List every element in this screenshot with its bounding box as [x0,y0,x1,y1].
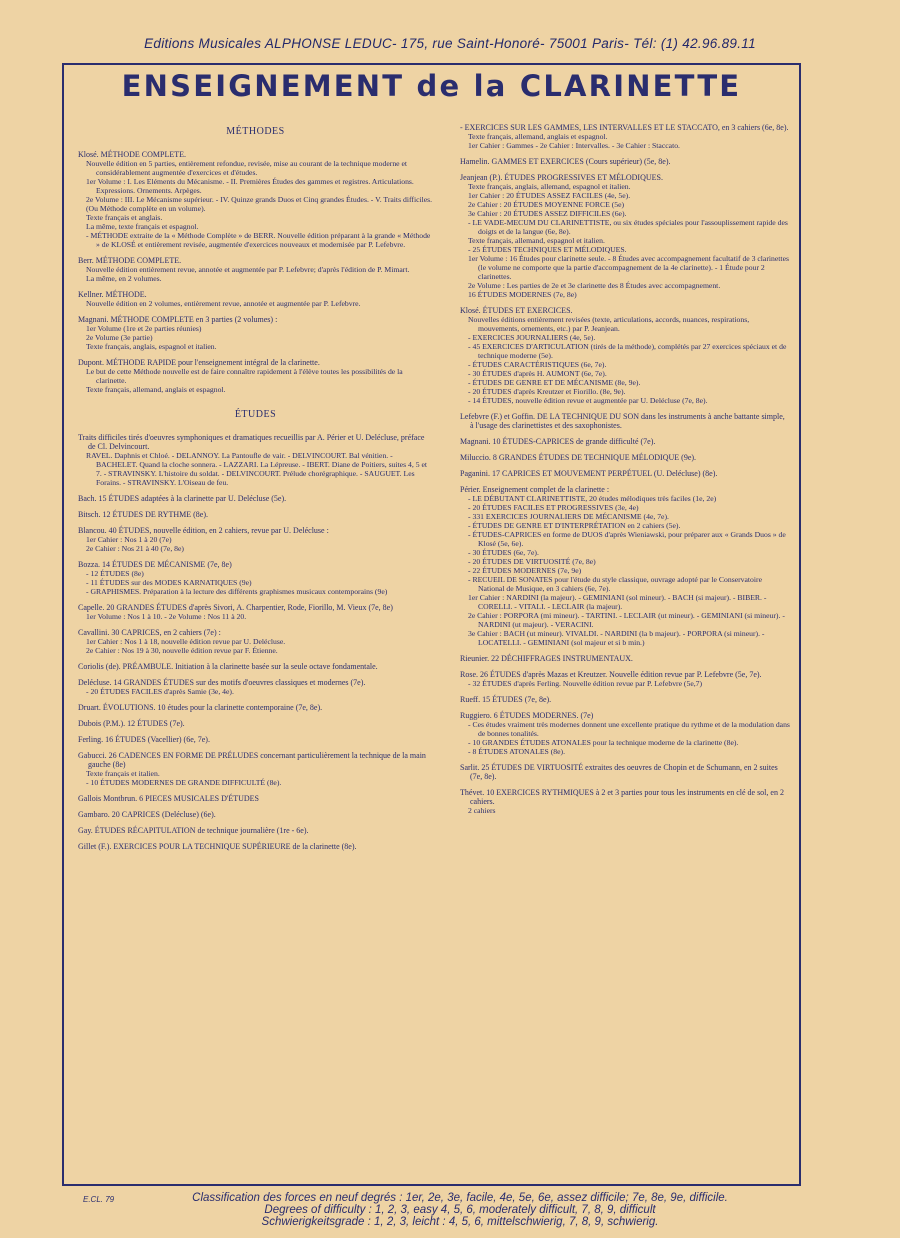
entry-line: - ÉTUDES CARACTÉRISTIQUES (6e, 7e). [468,360,607,369]
entry-line: - 32 ÉTUDES d'après Ferling. Nouvelle édition revue par P. Lefebvre (5e,7) [468,679,703,688]
catalog-entry [78,290,433,308]
entry-line: - 20 ÉTUDES DE VIRTUOSITÉ (7e, 8e) [468,557,596,566]
entry-heading: Bitsch. 12 ÉTUDES DE RYTHME (8e). [78,510,208,519]
catalog-entry [460,763,790,781]
entry-heading: Klosé. MÉTHODE COMPLETE. [78,150,186,159]
entry-line: 1er Cahier : Nos 1 à 18, nouvelle édition revue par U. Delécluse. [86,637,286,646]
entry-heading: Coriolis (de). PRÉAMBULE. Initiation à la clarinette basée sur la seule octave fondamentale. [78,662,378,671]
entry-line: - ÉTUDES DE GENRE ET DE MÉCANISME (8e, 9e). [468,378,641,387]
entry-line: - 11 ÉTUDES sur des MODES KARNATIQUES (9e) [86,578,252,587]
entry-heading: Rose. 26 ÉTUDES d'après Mazas et Kreutzer. Nouvelle édition revue par P. Lefebvre (5e, 7e). [460,670,762,679]
entry-line: Nouvelles éditions entièrement revisées (texte, articulations, accords, nuances, respirations, mouvements, ornements, etc.) par P. Jeanjean. [468,315,750,333]
catalog-frame [62,63,801,1186]
entry-line: 1er Volume : I. Les Eléments du Mécanisme. - II. Premières Études des gammes et registres. Articulations. Expressions. Ornements. Arpèges. [86,177,414,195]
entry-line: 3e Cahier : BACH (ut mineur). VIVALDI. - NARDINI (la b majeur). - PORPORA (si mineur). - LOCATELLI. - GEMINIANI (sol majeur et si b min.) [468,629,765,647]
entry-line: - ÉTUDES DE GENRE ET D'INTERPRÉTATION en 2 cahiers (5e). [468,521,681,530]
entry-heading: Jeanjean (P.). ÉTUDES PROGRESSIVES ET MÉLODIQUES. [460,173,663,182]
entry-line: - 45 EXERCICES D'ARTICULATION (tirés de la méthode), complétés par 27 exercices spéciaux et de technique moderne (5e). [468,342,787,360]
entry-line: - MÉTHODE extraite de la « Méthode Complète » de BERR. Nouvelle édition préparant à la grande « Méthode » de KLOSÉ et entièrement revisée, augmentée d'exercices nouveaux et modernisée par P. Lefebvre. [86,231,431,249]
entry-line: - LE DÉBUTANT CLARINETTISTE, 20 études mélodiques très faciles (1e, 2e) [468,494,717,503]
catalog-entry [78,494,433,503]
entry-heading: Magnani. 10 ÉTUDES-CAPRICES de grande difficulté (7e). [460,437,656,446]
entry-heading: Dupont. MÉTHODE RAPIDE pour l'enseignement intégral de la clarinette. [78,358,320,367]
entry-line: La même, en 2 volumes. [86,274,162,283]
entry-line: Texte français, anglais, allemand, espagnol et italien. [468,182,631,191]
entry-heading: Druart. ÉVOLUTIONS. 10 études pour la clarinette contemporaine (7e, 8e). [78,703,323,712]
catalog-entry [460,173,790,299]
entry-line: - 20 ÉTUDES FACILES ET PROGRESSIVES (3e, 4e) [468,503,639,512]
entry-heading: Ruggiero. 6 ÉTUDES MODERNES. (7e) [460,711,594,720]
entry-heading: Gabucci. 26 CADENCES EN FORME DE PRÉLUDES concernant particulièrement la technique de la main gauche (8e) [78,751,426,769]
entry-heading: Dubois (P.M.). 12 ÉTUDES (7e). [78,719,185,728]
catalog-entry [78,560,433,596]
entry-heading: Klosé. ÉTUDES ET EXERCICES. [460,306,573,315]
entry-line: - 30 ÉTUDES (6e, 7e). [468,548,539,557]
entry-line: RAVEL. Daphnis et Chloé. - DELANNOY. La Pantoufle de vair. - DELVINCOURT. Bal vénitien. - BACHELET. Quand la cloche sonnera. - LAZZARI. La Lépreuse. - IBERT. Diane de Poitiers, suites 4, 5 et 7. - STRAVINSKY. L'histoire du soldat. - DELVINCOURT. Prélude chorégraphique. - SAUGUET. Les Forains. - STRAVINSKY. L'Oiseau de feu. [86,451,428,487]
catalog-entry [78,826,433,835]
entry-line: 1er Volume : 16 Études pour clarinette seule. - 8 Études avec accompagnement facultatif de 3 clarinettes (le volume ne comporte que la partie d'accompagnement de la 4e clarinette). - 1 Étude pour 2 clarinettes. [468,254,789,281]
catalog-entry [78,794,433,803]
entry-line: Nouvelle édition en 5 parties, entièrement refondue, revisée, mise au courant de la technique moderne et considérablement augmentée d'exercices et d'études. [86,159,408,177]
entry-heading: Ferling. 16 ÉTUDES (Vacellier) (6e, 7e). [78,735,210,744]
entry-heading: Bach. 15 ÉTUDES adaptées à la clarinette par U. Delécluse (5e). [78,494,287,503]
entry-heading: Bozza. 14 ÉTUDES DE MÉCANISME (7e, 8e) [78,560,232,569]
entry-line: 2e Cahier : 20 ÉTUDES MOYENNE FORCE (5e) [468,200,625,209]
catalog-entry [78,510,433,519]
entry-line: Texte français et italien. [86,769,160,778]
entry-heading: Traits difficiles tirés d'oeuvres symphoniques et dramatiques recueillis par A. Périer et U. Delécluse, préface de Cl. Delvincourt. [78,433,425,451]
entry-line: - 8 ÉTUDES ATONALES (8e). [468,747,566,756]
entry-heading: Rieunier. 22 DÉCHIFFRAGES INSTRUMENTAUX. [460,654,633,663]
entry-line: Texte français, allemand, anglais et espagnol. [468,132,608,141]
entry-line: - GRAPHISMES. Préparation à la lecture des différents graphismes musicaux contemporains (9e) [86,587,388,596]
entry-heading: Thévet. 10 EXERCICES RYTHMIQUES à 2 et 3 parties pour tous les instruments en clé de sol, en 2 cahiers. [460,788,784,806]
entry-heading: Berr. MÉTHODE COMPLETE. [78,256,182,265]
difficulty-legend [150,1192,770,1228]
catalog-entry [78,256,433,283]
catalog-entry [78,842,433,851]
entry-heading: Gay. ÉTUDES RÉCAPITULATION de technique journalière (1re - 6e). [78,826,309,835]
catalog-entry [78,751,433,787]
catalog-code: E.CL. 79 [83,1195,115,1204]
entry-line: - 12 ÉTUDES (8e) [86,569,144,578]
catalog-entry [78,315,433,351]
catalog-entry [460,437,790,446]
catalog-entry [460,123,790,150]
entry-line: 1er Cahier : Nos 1 à 20 (7e) [86,535,172,544]
entry-line: 2e Volume : III. Le Mécanisme supérieur. - IV. Quinze grands Duos et Cinq grandes Études. - V. Traits difficiles. [86,195,433,204]
entry-line: 2e Cahier : Nos 19 à 30, nouvelle édition revue par F. Étienne. [86,646,278,655]
entry-line: Le but de cette Méthode nouvelle est de faire connaître rapidement à l'élève toutes les possibilités de la clarinette. [86,367,403,385]
catalog-entry [460,306,790,405]
entry-line: 1er Cahier : 20 ÉTUDES ASSEZ FACILES (4e, 5e). [468,191,631,200]
catalog-entry [78,526,433,553]
section-methodes-heading: MÉTHODES [226,126,285,137]
entry-heading: Magnani. MÉTHODE COMPLETE en 3 parties (2 volumes) : [78,315,278,324]
entry-line: - 20 ÉTUDES FACILES d'après Samie (3e, 4e). [86,687,234,696]
entry-line: Texte français, allemand, espagnol et italien. [468,236,605,245]
entry-heading: Lefebvre (F.) et Goffin. DE LA TECHNIQUE DU SON dans les instruments à anche battante simple, à l'usage des clarinettistes et des saxophonistes. [460,412,785,430]
difficulty-legend-fr: Classification des forces en neuf degrés : 1er, 2e, 3e, facile, 4e, 5e, 6e, assez difficile; 7e, 8e, 9e, difficile. [192,1192,728,1204]
catalog-entry [78,703,433,712]
entry-line: - ÉTUDES-CAPRICES en forme de DUOS d'après Wieniawski, pour préparer aux « Grands Duos » de Klosé (5e, 6e). [468,530,786,548]
catalog-entry [78,678,433,696]
catalog-entry [78,662,433,671]
entry-line: 1er Cahier : NARDINI (la majeur). - GEMINIANI (sol mineur). - BACH (si majeur). - BIBER. - CORELLI. - VITALI. - LECLAIR (la majeur). [468,593,767,611]
difficulty-legend-de: Schwierigkeitsgrade : 1, 2, 3, leicht : 4, 5, 6, mittelschwierig, 7, 8, 9, schwierig. [261,1216,659,1228]
entry-line: - 14 ÉTUDES, nouvelle édition revue et augmentée par U. Delécluse (7e, 8e). [468,396,708,405]
entry-line: - 10 GRANDES ÉTUDES ATONALES pour la technique moderne de la clarinette (8e). [468,738,739,747]
entry-line: - Ces études vraiment très modernes donnent une excellente pratique du rythme et de la modulation dans de bonnes tonalités. [468,720,790,738]
entry-heading: Capelle. 20 GRANDES ÉTUDES d'après Sivori, A. Charpentier, Rode, Fiorillo, M. Vieux (7e, 8e) [78,603,393,612]
entry-heading: Rueff. 15 ÉTUDES (7e, 8e). [460,695,552,704]
entry-line: 2e Cahier : PORPORA (mi mineur). - TARTINI. - LECLAIR (ut mineur). - GEMINIANI (si mineur). - NARDINI (ut majeur). - VERACINI. [468,611,785,629]
entry-line: - 25 ÉTUDES TECHNIQUES ET MÉLODIQUES. [468,245,627,254]
etudes-right-list [460,123,790,815]
catalog-entry [460,412,790,430]
entry-line: Texte français, anglais, espagnol et italien. [86,342,217,351]
catalog-entry [78,628,433,655]
catalog-entry [460,469,790,478]
entry-heading: Cavallini. 30 CAPRICES, en 2 cahiers (7e) : [78,628,221,637]
catalog-entry [460,670,790,688]
entry-line: 16 ÉTUDES MODERNES (7e, 8e) [468,290,577,299]
section-etudes-heading: ÉTUDES [234,409,277,420]
entry-heading: Miluccio. 8 GRANDES ÉTUDES DE TECHNIQUE MÉLODIQUE (9e). [460,453,697,462]
methodes-list [78,150,433,394]
catalog-title: ENSEIGNEMENT de la CLARINETTE [121,69,742,103]
entry-line: - 30 ÉTUDES d'après H. AUMONT (6e, 7e). [468,369,607,378]
entry-line: - 22 ÉTUDES MODERNES (7e, 9e) [468,566,582,575]
catalog-entry [78,603,433,621]
entry-line: 1er Volume : Nos 1 à 10. - 2e Volume : Nos 11 à 20. [86,612,247,621]
catalog-entry [78,735,433,744]
entry-line: 2e Cahier : Nos 21 à 40 (7e, 8e) [86,544,184,553]
entry-line: 3e Cahier : 20 ÉTUDES ASSEZ DIFFICILES (6e). [468,209,627,218]
entry-line: - EXERCICES JOURNALIERS (4e, 5e). [468,333,596,342]
entry-line: 1er Volume (1re et 2e parties réunies) [86,324,202,333]
entry-heading: Blancou. 40 ÉTUDES, nouvelle édition, en 2 cahiers, revue par U. Delécluse : [78,526,329,535]
catalog-entry [460,788,790,815]
entry-line: - 10 ÉTUDES MODERNES DE GRANDE DIFFICULTÉ (8e). [86,778,282,787]
entry-heading: Périer. Enseignement complet de la clarinette : [460,485,610,494]
entry-heading: Gillet (F.). EXERCICES POUR LA TECHNIQUE SUPÉRIEURE de la clarinette (8e). [78,842,357,851]
catalog-entry [78,810,433,819]
entry-heading: Paganini. 17 CAPRICES ET MOUVEMENT PERPÉTUEL (U. Delécluse) (8e). [460,469,718,478]
entry-heading: Delécluse. 14 GRANDES ÉTUDES sur des motifs d'oeuvres classiques et modernes (7e). [78,678,366,687]
catalog-entry [78,150,433,249]
catalog-entry [460,453,790,462]
entry-heading: Hamelin. GAMMES ET EXERCICES (Cours supérieur) (5e, 8e). [460,157,671,166]
right-column [460,123,790,822]
catalog-entry [78,358,433,394]
entry-line: Nouvelle édition en 2 volumes, entièrement revue, annotée et augmentée par P. Lefebvre. [86,299,361,308]
entry-line: - RECUEIL DE SONATES pour l'étude du style classique, ouvrage adopté par le Conservatoire National de Musique, en 3 cahiers (6e, 7e). [468,575,763,593]
publisher-header: Editions Musicales ALPHONSE LEDUC- 175, rue Saint-Honoré- 75001 Paris- Tél: (1) 42.96.89.11 [144,36,756,51]
entry-line: 2e Volume : Les parties de 2e et 3e clarinette des 8 Études avec accompagnement. [468,281,721,290]
difficulty-legend-en: Degrees of difficulty : 1, 2, 3, easy 4, 5, 6, moderately difficult, 7, 8, 9, difficult [264,1204,656,1216]
entry-line: Texte français, allemand, anglais et espagnol. [86,385,226,394]
catalog-entry [460,485,790,647]
entry-line: - LE VADE-MECUM DU CLARINETTISTE, ou six études spéciales pour l'assouplissement rapide des doigts et de la langue (6e, 8e). [468,218,788,236]
entry-heading: Gallois Montbrun. 6 PIECES MUSICALES D'ÉTUDES [78,794,260,803]
entry-line: 2e Volume (3e partie) [86,333,153,342]
left-column [78,125,433,858]
catalog-entry [460,654,790,663]
entry-line: - 331 EXERCICES JOURNALIERS DE MÉCANISME (4e, 7e). [468,512,669,521]
catalog-entry [78,719,433,728]
entry-line: 1er Cahier : Gammes - 2e Cahier : Intervalles. - 3e Cahier : Staccato. [468,141,680,150]
catalog-entry [460,157,790,166]
entry-line: Texte français et anglais. [86,213,163,222]
entry-heading: - EXERCICES SUR LES GAMMES, LES INTERVALLES ET LE STACCATO, en 3 cahiers (6e, 8e). [460,123,789,132]
entry-heading: Sarlit. 25 ÉTUDES DE VIRTUOSITÉ extraites des oeuvres de Chopin et de Schumann, en 2 suites (7e, 8e). [460,763,778,781]
entry-line: - 20 ÉTUDES d'après Kreutzer et Fiorillo. (8e, 9e). [468,387,626,396]
entry-heading: Gambaro. 20 CAPRICES (Delécluse) (6e). [78,810,216,819]
entry-heading: Kellner. MÉTHODE. [78,290,147,299]
catalog-entry [78,433,433,487]
entry-line: 2 cahiers [468,806,496,815]
entry-line: (Ou Méthode complète en un volume). [86,204,206,213]
etudes-left-list [78,433,433,851]
catalog-entry [460,695,790,704]
entry-line: Nouvelle édition entièrement revue, annotée et augmentée par P. Lefebvre; d'après l'édition de P. Mimart. [86,265,410,274]
entry-line: La même, texte français et espagnol. [86,222,199,231]
catalog-entry [460,711,790,756]
